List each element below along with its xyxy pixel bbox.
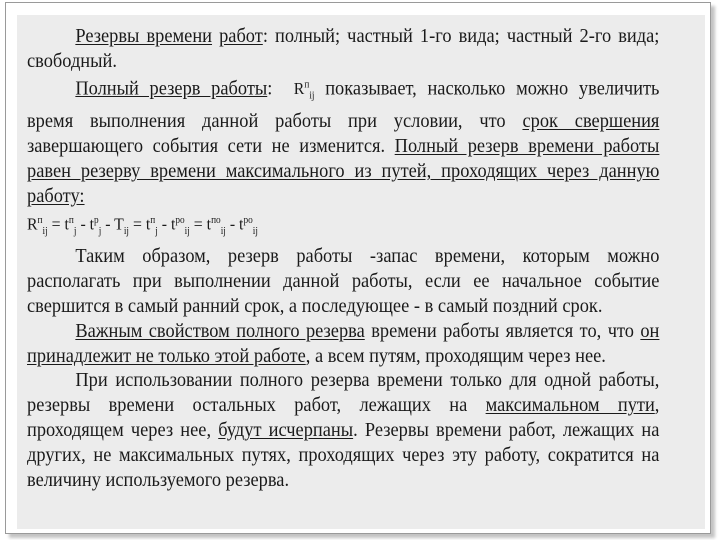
paragraph-property: Важным свойством полного резерва времени работы является то, что он принадлежит не только этой работе, а всем путям, проходящим через нее. [27,319,660,367]
paragraph-reserves-types [27,24,659,74]
term-works: работ [219,25,263,47]
colon: : [267,77,273,100]
paragraph-conclusion: Таким образом, резерв работы -запас времени, которым можно располагать при выполнении данной работы, если ее начальное событие свершится в самый ранний срок, а последующее - в самый поздний срок. [27,245,660,318]
exhausted-term: будут исчерпаны [218,419,354,442]
completion-term-link: срок свершения [522,110,660,133]
slide-frame [5,2,711,534]
important-property-term: Важным свойством полного резерва [75,319,365,342]
term-time-reserves: Резервы времени [75,25,213,47]
definition-text: показывает, насколько можно увеличить время выполнения данной работы при условии, что [27,77,660,133]
reserve-types-list: : полный; частный 1-го вида; частный 2-го вида; свободный. [27,25,660,72]
definition-text-2: завершающего события сети не изменится. [27,135,395,158]
paragraph-full-reserve [27,74,659,209]
scanned-page [17,15,705,529]
text-block [27,24,659,492]
formula-line: $R^п_{ij} = t^п_j - t^р_j - T_{ij} = t^п_j - t^{ро}_{ij} = t^{по}_{ij} - t^{ро}_{ij}$ [27,214,258,237]
belongs-to-paths-term: он принадлежит не только этой работе [27,319,660,367]
max-path-term: максимальном пути [485,394,655,417]
full-reserve-term: Полный резерв работы [75,77,268,100]
reserve-symbol: $R^п_{ij}$ [293,79,315,102]
paragraph-usage: При использовании полного резерва времени только для одной работы, резервы времени остальных работ, лежащих на максимальном пути, проходящем через нее, будут исчерпаны. Резервы времени работ, лежащих на других, не максимальных путях, проходящих через эту работу, сократится на величину используемого резерва. [27,369,660,491]
full-reserve-equality: Полный резерв времени работы равен резерву времени максимального из путей, проходящих через данную работу: [27,135,660,207]
